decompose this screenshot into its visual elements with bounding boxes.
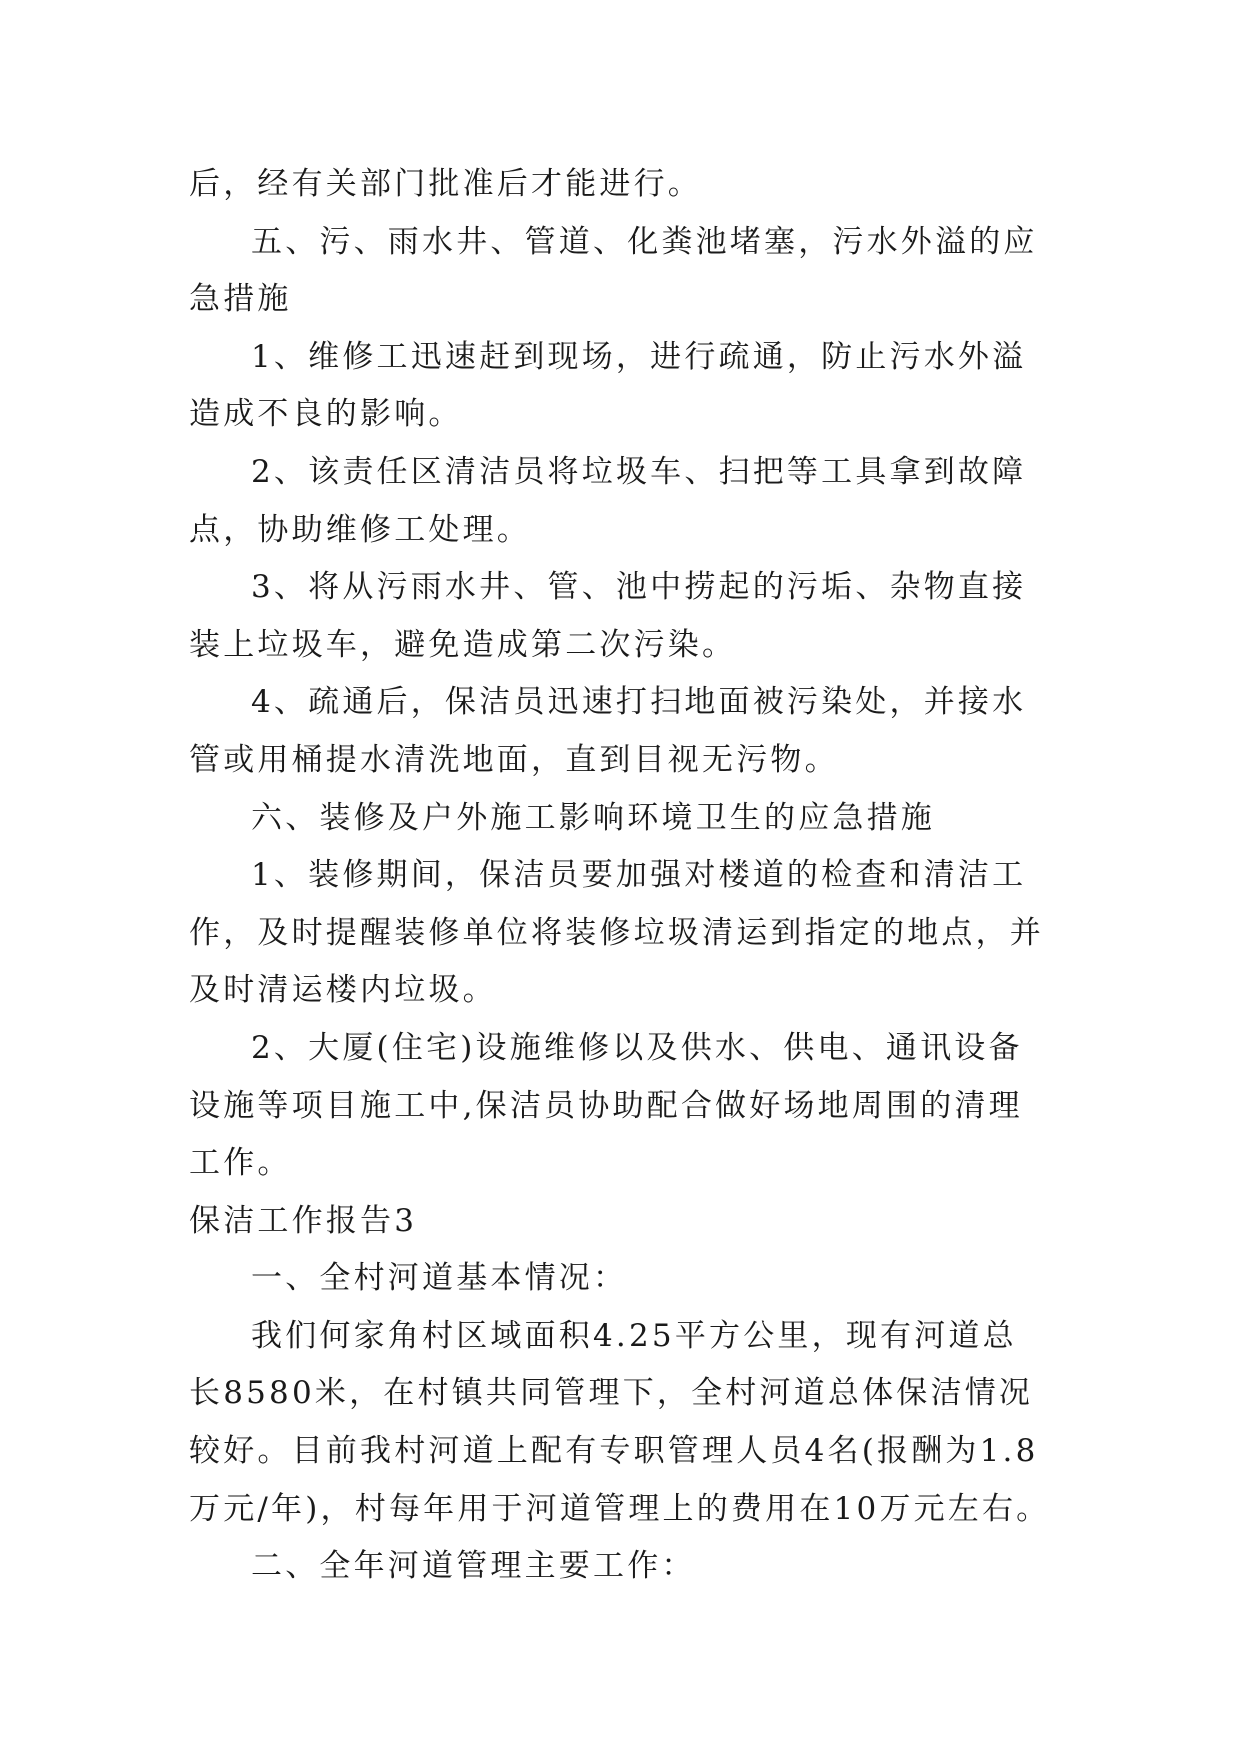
paragraph: 1、维修工迅速赶到现场，进行疏通，防止污水外溢造成不良的影响。	[189, 338, 1027, 433]
section-heading: 五、污、雨水井、管道、化粪池堵塞，污水外溢的应急措施	[189, 223, 1038, 318]
document-body	[189, 156, 1051, 1596]
paragraph: 2、大厦(住宅)设施维修以及供水、供电、通讯设备设施等项目施工中,保洁员协助配合做好场地周围的清理工作。	[189, 1029, 1023, 1182]
paragraph: 2、该责任区清洁员将垃圾车、扫把等工具拿到故障点，协助维修工处理。	[189, 453, 1027, 548]
section-heading: 一、全村河道基本情况：	[251, 1260, 628, 1297]
section-heading: 二、全年河道管理主要工作：	[251, 1548, 696, 1585]
paragraph: 1、装修期间，保洁员要加强对楼道的检查和清洁工作，及时提醒装修单位将装修垃圾清运到指定的地点，并及时清运楼内垃圾。	[189, 857, 1044, 1009]
section-heading: 六、装修及户外施工影响环境卫生的应急措施	[251, 799, 935, 836]
paragraph: 我们何家角村区域面积4.25平方公里，现有河道总长8580米，在村镇共同管理下，全村河道总体保洁情况较好。目前我村河道上配有专职管理人员4名(报酬为1.8万元/年)，村每年用于河道管理上的费用在10万元左右。	[189, 1317, 1051, 1527]
report-title: 保洁工作报告3	[189, 1202, 418, 1239]
paragraph: 4、疏通后，保洁员迅速打扫地面被污染处，并接水管或用桶提水清洗地面，直到目视无污物。	[189, 684, 1027, 778]
paragraph: 后，经有关部门批准后才能进行。	[189, 166, 702, 202]
paragraph: 3、将从污雨水井、管、池中捞起的污垢、杂物直接装上垃圾车，避免造成第二次污染。	[189, 569, 1027, 663]
